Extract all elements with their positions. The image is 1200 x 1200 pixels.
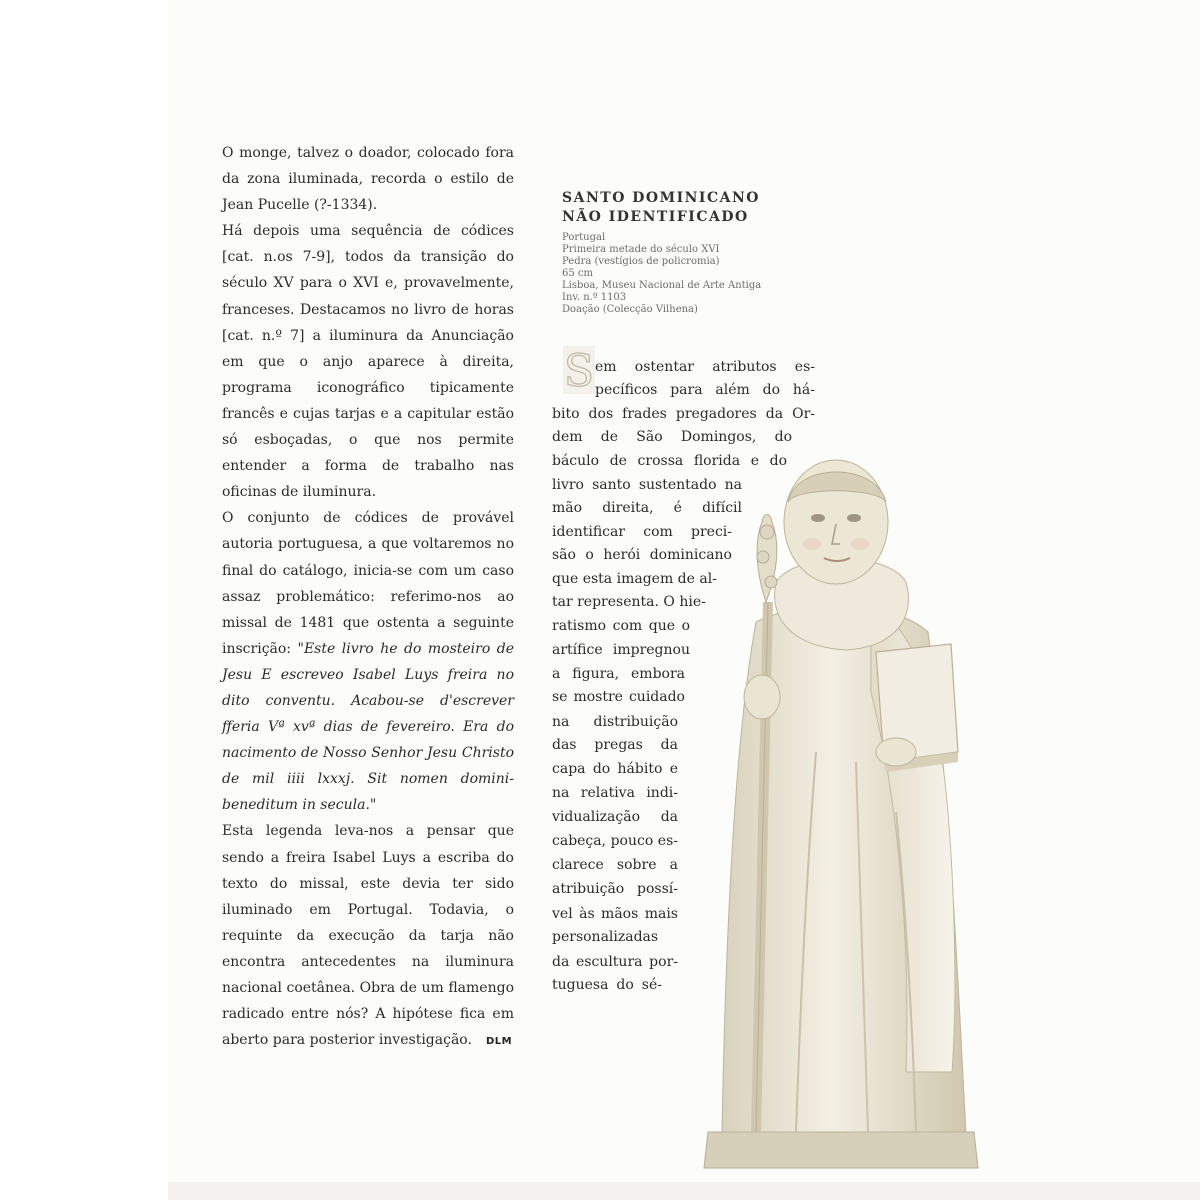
page-bottom-edge [168,1182,1200,1200]
meta-material: Pedra (vestígios de policromia) [562,256,720,267]
catalog-entry-details [562,232,822,316]
missal-inscription-quote: "Este livro he do mosteiro de Jesu E escreveo Isabel Luys freira no dito conventu. Acabou-se d'escrever fferia Vª xvª dias de fevereiro. Era do nacimento de Nosso Senhor Jesu Christo de mil iiii lxxxj. Sit nomen domini-beneditum in secula." [222,640,514,814]
author-initials: DLM [486,1036,513,1047]
catalog-text-line: ratismo com que o [552,618,690,634]
catalog-text-line: capa do hábito e [552,761,678,777]
drop-cap-s [563,346,595,394]
catalog-title-line-2: NÃO IDENTIFICADO [562,209,749,225]
paragraph-3-text: O conjunto de códices de provável autoria portuguesa, a que voltaremos no final do catálogo, inicia-se com um caso assaz problemático: referimo-nos ao missal de 1481 que ostenta a seguinte inscrição: [222,510,514,657]
catalog-text-line: personalizadas [552,929,659,945]
catalog-text-line: em ostentar atributos es- [595,359,815,375]
catalog-text-line: vidualização da [552,809,678,825]
scan-margin [0,0,168,1200]
catalog-text-line: identificar com preci- [552,524,732,540]
paragraph-2: Há depois uma sequência de códices [cat. n.os 7-9], todos da transição do século XV para o XVI e, provavelmente, franceses. Destacamos no livro de horas [cat. n.º 7] a iluminura da Anunciação em que o anjo aparece à direita, programa iconográfico tipicamente francês e cujas tarjas e a capitular estão só esboçadas, o que nos permite entender a forma de trabalho nas oficinas de iluminura. [222,223,514,501]
dominican-saint-statue-image [696,432,986,1180]
catalog-text-line: bito dos frades pregadores da Or- [552,406,815,422]
catalog-text-line: mão direita, é difícil [552,500,742,516]
catalog-text-line: da escultura por- [552,954,678,970]
catalog-text-line: na distribuição [552,714,678,730]
catalog-text-line: báculo de crossa florida e do [552,453,787,469]
catalog-title-line-1: SANTO DOMINICANO [562,190,760,206]
paragraph-3 [222,505,514,818]
catalog-text-line: cabeça, pouco es- [552,833,678,849]
catalog-text-line: se mostre cuidado [552,689,685,705]
meta-location: Lisboa, Museu Nacional de Arte Antiga [562,280,762,291]
catalog-entry-title [562,189,822,227]
catalog-text-line: clarece sobre a [552,857,678,873]
catalog-text-line: que esta imagem de al- [552,571,717,587]
catalog-text-line: a figura, embora [552,666,685,682]
essay-column [222,140,514,1053]
catalog-text-line: dem de São Domingos, do [552,429,792,445]
paragraph-1: O monge, talvez o doador, colocado fora da zona iluminada, recorda o estilo de Jean Pucelle (?-1334). [222,145,514,214]
paragraph-4: Esta legenda leva-nos a pensar que sendo a freira Isabel Luys a escriba do texto do missal, este devia ter sido iluminado em Portugal. Todavia, o requinte da execução da tarja não encontra antecedentes na iluminura nacional coetânea. Obra de um flamengo radicado entre nós? A hipótese fica em aberto para posterior investigação. [222,823,514,1049]
meta-date: Primeira metade do século XVI [562,244,720,255]
catalog-text-line: tuguesa do sé- [552,977,662,993]
catalog-text-line: livro santo sustentado na [552,477,742,493]
catalog-text-line: pecíficos para além do há- [595,382,815,398]
catalog-text-line: na relativa indi- [552,785,678,801]
catalog-text-line: das pregas da [552,737,678,753]
catalog-text-line: artífice impregnou [552,642,690,658]
meta-inventory: Inv. n.º 1103 [562,292,627,303]
catalog-text-line: tar representa. O hie- [552,594,706,610]
catalog-text-line: atribuição possí- [552,881,678,897]
drop-cap-letter: S [563,346,595,394]
meta-origin: Portugal [562,232,606,243]
catalog-text-line: vel às mãos mais [552,906,678,922]
catalog-text-line: são o herói dominicano [552,547,732,563]
meta-dimensions: 65 cm [562,268,593,279]
meta-provenance: Doação (Colecção Vilhena) [562,304,698,315]
